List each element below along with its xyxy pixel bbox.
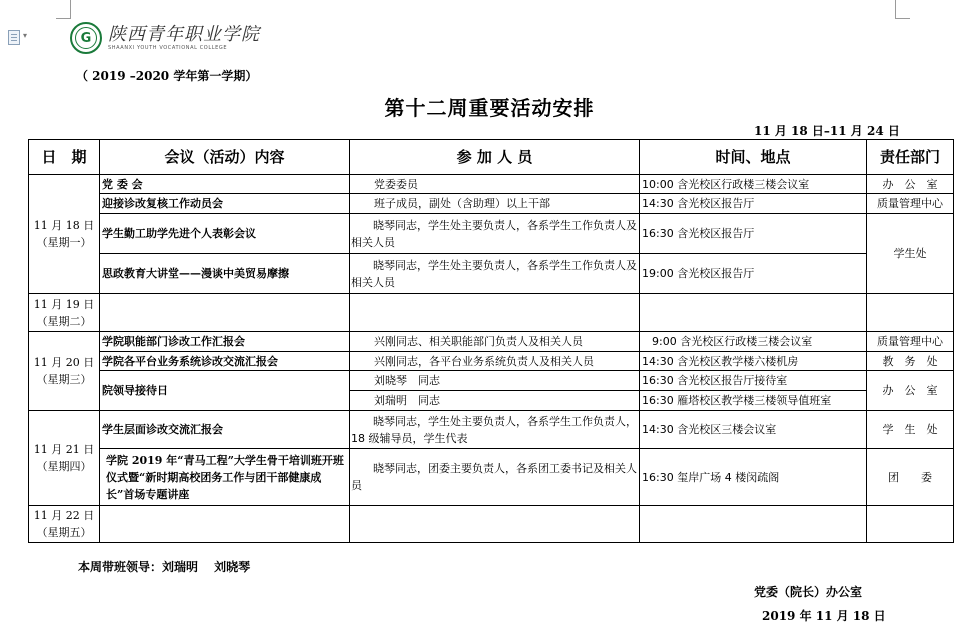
crop-mark-left xyxy=(56,0,71,19)
department: 教 务 处 xyxy=(867,352,954,371)
participants: 刘瑞明 同志 xyxy=(350,391,640,411)
column-header-date: 日 期 xyxy=(29,140,100,175)
participants: 班子成员，副处（含助理）以上干部 xyxy=(350,194,640,214)
college-logo xyxy=(70,22,260,54)
empty-cell xyxy=(350,294,640,332)
day-weekday: （星期四） xyxy=(36,460,92,473)
empty-cell xyxy=(640,506,867,543)
department: 办 公 室 xyxy=(867,175,954,194)
participants: 兴刚同志，各平台业务系统负责人及相关人员 xyxy=(350,352,640,371)
department: 学生处 xyxy=(867,214,954,294)
participants: 党委委员 xyxy=(350,175,640,194)
time-place: 14:30 含光校区三楼会议室 xyxy=(640,411,867,449)
activity-topic: 院领导接待日 xyxy=(100,371,350,411)
day-date: 11 月 18 日 xyxy=(33,219,95,232)
day-date: 11 月 21 日 xyxy=(33,443,95,456)
day-date: 11 月 22 日 xyxy=(33,509,95,522)
table-row xyxy=(29,411,954,449)
document-icon[interactable] xyxy=(8,30,20,45)
day-date: 11 月 19 日 xyxy=(33,297,95,311)
logo-name-en: SHAANXI YOUTH VOCATIONAL COLLEGE xyxy=(108,45,228,51)
day-cell-thursday xyxy=(29,411,100,506)
department: 办 公 室 xyxy=(867,371,954,411)
column-header-participants: 参 加 人 员 xyxy=(350,140,640,175)
day-cell-monday xyxy=(29,175,100,294)
day-weekday: （星期三） xyxy=(36,373,92,386)
empty-cell xyxy=(640,294,867,332)
department: 学 生 处 xyxy=(867,411,954,449)
time-place: 16:30 含光校区报告厅接待室 xyxy=(640,371,867,391)
activity-topic: 学院职能部门诊改工作汇报会 xyxy=(100,332,350,352)
participants: 晓琴同志，学生处主要负责人，各系学生工作负责人及相关人员 xyxy=(350,254,640,294)
day-weekday: （星期五） xyxy=(36,526,92,539)
activity-topic: 学院各平台业务系统诊改交流汇报会 xyxy=(100,352,350,371)
time-place: 14:30 含光校区报告厅 xyxy=(640,194,867,214)
crop-mark-right xyxy=(895,0,910,19)
issuing-office: 党委（院长）办公室 xyxy=(754,585,863,599)
department: 质量管理中心 xyxy=(867,332,954,352)
column-header-time-place: 时间、地点 xyxy=(640,140,867,175)
time-place: 14:30 含光校区教学楼六楼机房 xyxy=(640,352,867,371)
weekly-schedule-table xyxy=(28,139,954,543)
day-cell-friday xyxy=(29,506,100,543)
page-title: 第十二周重要活动安排 xyxy=(384,96,595,120)
table-row xyxy=(29,371,954,391)
participants: 兴刚同志、相关职能部门负责人及相关人员 xyxy=(350,332,640,352)
empty-cell xyxy=(100,506,350,543)
empty-cell xyxy=(867,294,954,332)
logo-name-cn: 陕西青年职业学院 xyxy=(108,24,260,45)
activity-topic: 学生层面诊改交流汇报会 xyxy=(100,411,350,449)
activity-topic: 学院 2019 年“青马工程”大学生骨干培训班开班仪式暨“新时期高校团务工作与团干部健康成长”首场专题讲座 xyxy=(100,449,350,506)
activity-topic: 党 委 会 xyxy=(100,175,350,194)
table-row xyxy=(29,294,954,332)
activity-topic: 迎接诊改复核工作动员会 xyxy=(100,194,350,214)
column-header-department: 责任部门 xyxy=(867,140,954,175)
participants: 刘晓琴 同志 xyxy=(350,371,640,391)
academic-term: （ 2019 –2020 学年第一学期） xyxy=(76,69,258,83)
time-place: 19:00 含光校区报告厅 xyxy=(640,254,867,294)
empty-cell xyxy=(100,294,350,332)
table-header-row xyxy=(29,140,954,175)
activity-topic: 思政教育大讲堂——漫谈中美贸易摩擦 xyxy=(100,254,350,294)
department: 质量管理中心 xyxy=(867,194,954,214)
participants: 晓琴同志，学生处主要负责人，各系学生工作负责人及相关人员 xyxy=(350,214,640,254)
participants: 晓琴同志，学生处主要负责人，各系学生工作负责人，18 级辅导员，学生代表 xyxy=(350,411,640,449)
time-place: 9:00 含光校区行政楼三楼会议室 xyxy=(640,332,867,352)
college-seal-icon: G xyxy=(70,22,102,54)
day-weekday: （星期一） xyxy=(36,236,92,249)
week-date-range: 11 月 18 日–11 月 24 日 xyxy=(754,124,900,138)
time-place: 16:30 玺岸广场 4 楼闵疏阁 xyxy=(640,449,867,506)
day-cell-wednesday xyxy=(29,332,100,411)
table-row xyxy=(29,194,954,214)
table-row xyxy=(29,332,954,352)
issue-date: 2019 年 11 月 18 日 xyxy=(762,609,886,623)
column-header-content: 会议（活动）内容 xyxy=(100,140,350,175)
table-row xyxy=(29,449,954,506)
empty-cell xyxy=(867,506,954,543)
department: 团 委 xyxy=(867,449,954,506)
chevron-down-icon[interactable]: ▾ xyxy=(23,31,28,40)
day-date: 11 月 20 日 xyxy=(33,356,95,369)
activity-topic: 学生勤工助学先进个人表彰会议 xyxy=(100,214,350,254)
table-row xyxy=(29,254,954,294)
time-place: 16:30 雁塔校区教学楼三楼领导值班室 xyxy=(640,391,867,411)
table-row xyxy=(29,506,954,543)
participants: 晓琴同志，团委主要负责人，各系团工委书记及相关人员 xyxy=(350,449,640,506)
day-cell-tuesday xyxy=(29,294,100,332)
table-row xyxy=(29,214,954,254)
table-row xyxy=(29,352,954,371)
duty-leaders: 本周带班领导：刘瑞明 刘晓琴 xyxy=(78,560,251,574)
time-place: 16:30 含光校区报告厅 xyxy=(640,214,867,254)
time-place: 10:00 含光校区行政楼三楼会议室 xyxy=(640,175,867,194)
day-weekday: （星期二） xyxy=(36,314,92,328)
table-row xyxy=(29,175,954,194)
empty-cell xyxy=(350,506,640,543)
